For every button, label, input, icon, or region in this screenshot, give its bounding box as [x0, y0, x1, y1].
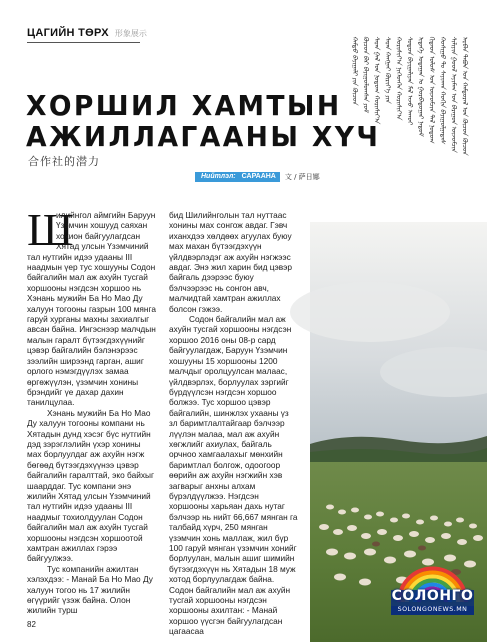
solongo-logo [385, 560, 480, 620]
section-title: ЦАГИЙН ТӨРХ [27, 27, 109, 39]
body-paragraph: бид Шилийнголын тал нуттаас хонины мах сонгож авдаг. Гэвч иханхдээ хөлдөөх агуулах буюу мах махан бүтээгдэхүүн үйлдвэрлэдэг аж ахуйн нэгжээс авдаг. Энэ жил харин бид цэвэр байгаль дээрээс буюу бэлчээрээс нь сонгон авч, малчидтай хамтран ажиллах болсон гэжээ. [169, 210, 293, 314]
page-number: 82 [27, 620, 36, 629]
logo-url: SOLONGONEWS.MN [397, 606, 468, 613]
vertical-script-line: ᠬᠣᠷᠢᠰᠢᠶ᠎ᠠ ᠨᠢᠭᠡᠳᠬᠡᠨ ᠬᠣᠷᠢᠰᠢᠶ᠎ᠠ [395, 36, 403, 120]
vertical-script-line: ᠬᠠᠮᠲᠤ ᠪᠠᠶᠢᠭᠠᠯᠢ ᠶᠢᠨ ᠬᠦᠴᠦᠨ [351, 36, 359, 105]
chinese-title: 合作社的潜力 [28, 155, 100, 168]
body-paragraph: илийнгол аймгийн Баруун Үзэмчин хошууд саяхан хохион байгуулагдсан Хятад улсын Үзэмчиний тал нутгийн идээ удааны III наадмын үер тус хошууны Содон байгалийн мал аж ахуйн тусгай хоршооны нэгдсэн хоршоо нь Хэнань мужийн Ба Но Мао Ду халуун тогооны газрын 100 мянга гаруй хурганы махны захиалгыг авсан байна. Ингэснээр малчдын малын гаралт бүтээгдэхүүнийг цэвэр байгалийн бэлэнэрээс зээлийн ширээнд гарган, ашиг орлого нэмэгдүүлэх замаа өргөжүүлэн, үзэмчин хонины брэндийг үе дахар дахин танилцулаа. [27, 210, 156, 408]
logo-name: СОЛОНГО [391, 588, 474, 604]
header-rule [27, 42, 140, 43]
vertical-script-line: ᠠᠷᠪᠠᠨ ᠲᠠᠪᠤᠨ ᠤᠨ ᠬᠠᠮᠲᠤᠷᠠᠯ ᠤᠨ ᠬᠦᠴᠦᠨ ᠬᠦᠴᠦᠨ [461, 36, 469, 155]
body-paragraph: Тус компанийн ажилтан хэлэхдээ: - Манай Ба Но Мао Ду халуун тогоо нь 17 жилийн өгүүрийг үзэж байна. Олон жилийн турш [27, 563, 153, 616]
vertical-script-line: ᠬᠢᠲᠠᠳ ᠤᠯᠤᠰ ᠤᠨ ᠦᠵᠦᠮᠴᠢᠨ ᠲᠠᠯ ᠨᠤᠲᠤᠭ [428, 36, 436, 143]
headline-line-1: ХОРШИЛ ХАМТЫН [26, 89, 342, 122]
section-subtitle: 形象展示 [114, 29, 147, 38]
vertical-script-line: ᠰᠠᠷᠠᠨ ᠭᠠᠯ ᠤᠨ ᠨᠤᠲᠤᠭ ᠬᠣᠷᠢᠰᠢᠶ᠎ᠠ [373, 36, 381, 124]
byline-label: Нийтлэл: [195, 172, 242, 182]
body-paragraph: Хэнань мужийн Ба Но Мао Ду халуун тогооны компани нь Хятадын дунд хэсэг бүс нутгийн дэд зэрэглэлийн үхэр хонины мах борлуулдаг аж ахуйн нэгж бөгөөд бүтээгдэхүүнээ цэвэр байгалийн гаралттай, эко байхыг шаарддаг. Тус компани энэ жилийн Хятад улсын Үзэмчиний тал нутгийн идээ удааны III наадмыг тохиолдуулан Содон байгалийн мал аж ахуйн тусгай хоршооны нэгдсэн хоршоотой хамтран ажиллах гэрээ байгуулжээ. [27, 407, 154, 564]
section-header [27, 27, 147, 39]
body-column-2 [169, 210, 299, 637]
headline [26, 90, 380, 152]
vertical-script-line: ᠢᠳᠡᠭᠡ ᠤᠳᠠᠭᠠᠨ ᠤ ᠭᠤᠷᠪᠠᠳᠤᠭᠠᠷ ᠨᠠᠳᠤᠮ [417, 36, 425, 136]
body-column-1 [27, 204, 157, 616]
headline-line-2: АЖИЛЛАГААНЫ ХҮЧ [26, 120, 381, 153]
vertical-script-line: ᠰᠣᠳᠣᠨ ᠪᠠᠶᠢᠭᠠᠯᠢᠶᠠᠨ ᠮᠠᠯ ᠠᠵᠤ ᠠᠬᠤᠢ [406, 36, 414, 125]
vertical-script-line: ᠬᠣᠰᠢᠭᠤ ᠲᠤ ᠰᠠᠶᠢᠬᠠᠨ ᠬᠣᠬᠢᠨ ᠪᠠᠶᠢᠭᠤᠯᠭᠠᠳᠠᠰ [439, 36, 447, 144]
byline [195, 172, 320, 182]
body-paragraph: Содон байгалийн мал аж ахуйн тусгай хоршооны нэгдсэн хоршоо 2016 оны 08-р сард байгуулагдаж, Баруун Үзэмчин хошууны 15 хоршооны 1200 малчдыг оролцуулсан малаас, үйлдвэрлэх, борлуулах зэргийг бүрдүүлсэн нэгдсэн хоршоо болжээ. Тус хоршоо цэвэр байгалийн, шинжлэх ухааны үз зл баримтлалтайгаар бэлчээр лүүлэн малаа, мал аж ахуйн хөгжлийг ахиулах, байгаль орчноо хамгаалахыг мөнхийн баримтлал болгож, одоогоор өөрийн аж ахуйн нэгжийн хэв загварыг анхны алхам бүрэлдүүлжээ. Нэгдсэн хоршооны харьяан дахь нутаг бэлчээр нь нийт 66,667 мянган га талбайд хүрч, 250 мянган үзэмчин хонь маллаж, жил бүр 100 гаруй мянган үзэмчин хонийг борлуулан, малын ашиг шимийн бүтээгдэхүүн нь Хятадын 18 муж хотод борлуулагдаж байна. Содон байгалийн мал аж ахуйн тусгай хоршооны нэгдсэн хоршооны ахилтан: - Манай хоршоо үүсгэн байгуулагдсан цагаасаа [169, 314, 298, 637]
vertical-script-line: ᠬᠦᠴᠦᠨ ᠪᠠᠷ ᠪᠠᠶᠢᠭᠤᠯᠤᠭᠰᠠᠨ ᠶᠤᠮ [362, 36, 370, 113]
vertical-script-line: ᠰᠢᠯᠢᠶᠢᠨ ᠭᠣᠣᠯ ᠠᠶᠢᠮᠠᠭ ᠤᠨ ᠪᠠᠷᠠᠭᠤᠨ ᠦᠵᠦᠮᠴᠢᠨ [450, 36, 458, 152]
byline-chinese: 文 / 萨日娜 [284, 173, 320, 181]
drop-cap: Ш [27, 204, 74, 255]
vertical-script-line: ᠰᠠᠷᠠᠨ ᠬᠠᠩᠭᠠᠢ ᠬᠦᠷᠢᠶ᠎ᠡ ᠶᠢᠨ [384, 36, 392, 103]
byline-author: САРААНА [242, 172, 280, 182]
